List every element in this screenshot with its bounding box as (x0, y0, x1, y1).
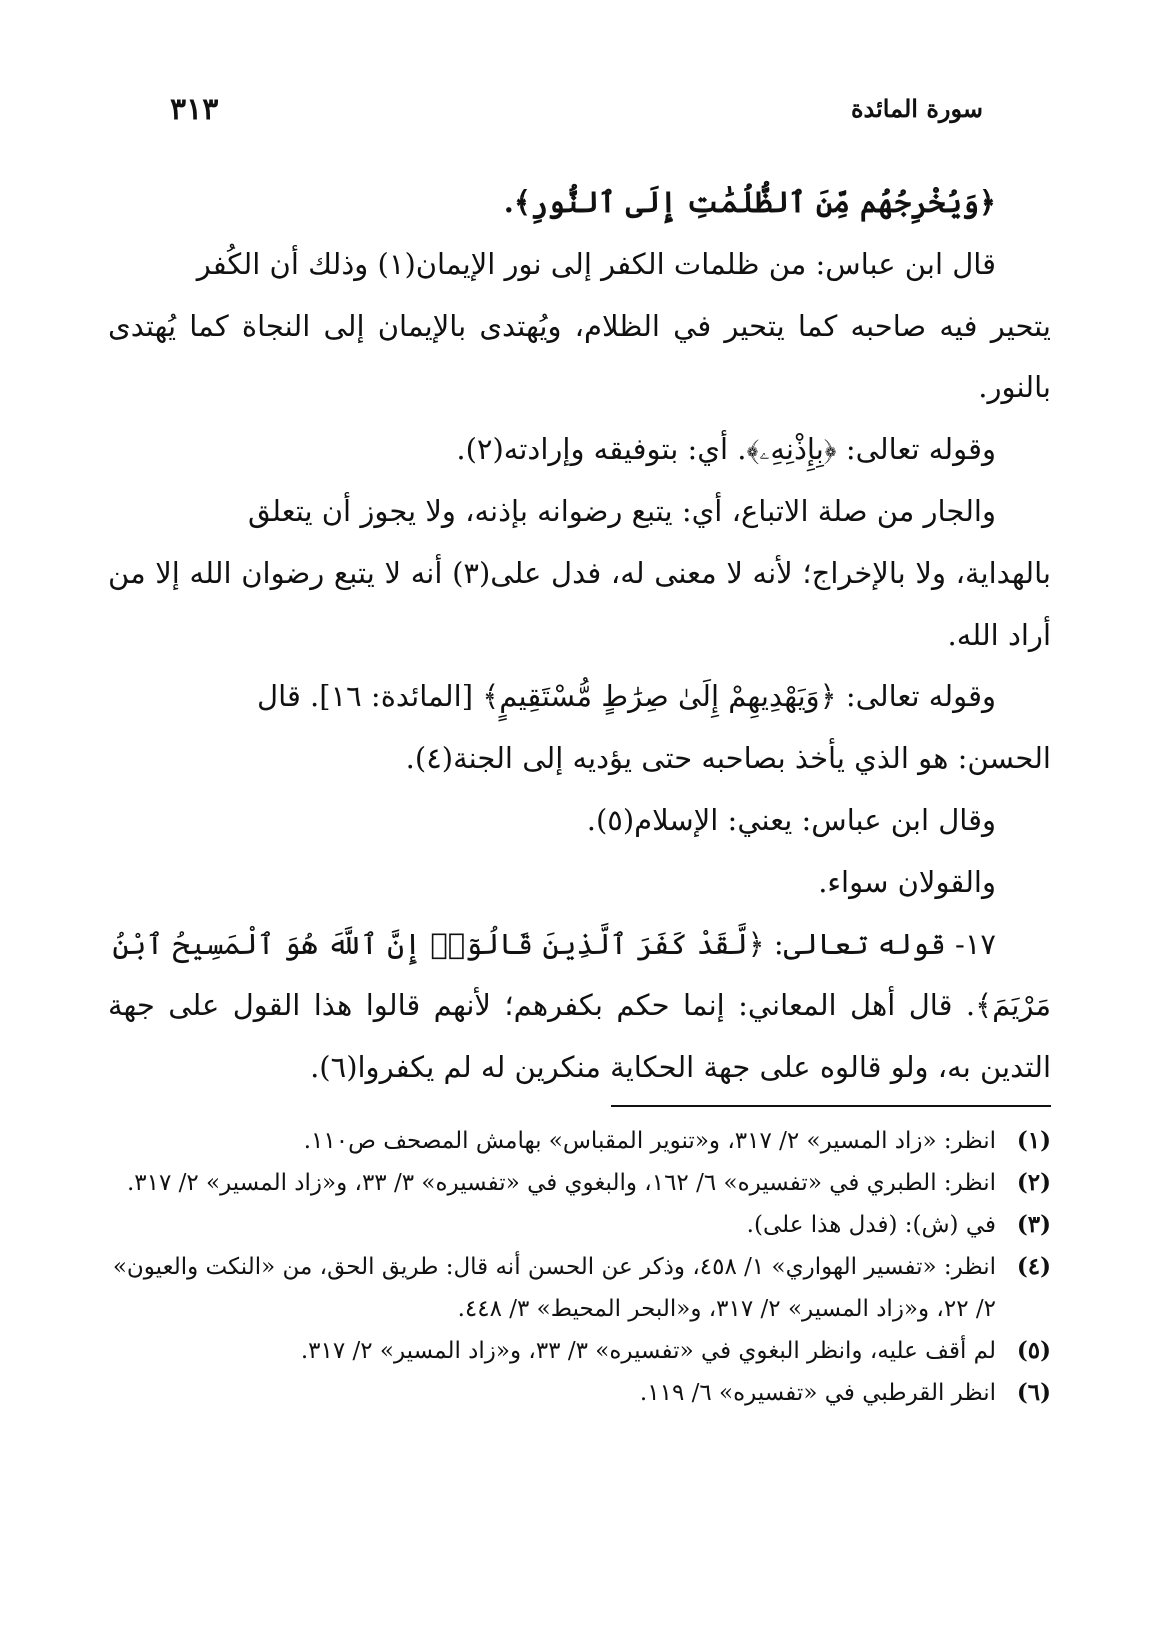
footnote (108, 1162, 1051, 1204)
main-text (108, 172, 1051, 1099)
footnote-number: (٤) (1016, 1253, 1051, 1280)
footnote (108, 1246, 1051, 1330)
footnote (108, 1120, 1051, 1162)
footnote-text: في (ش): (فدل هذا على). (746, 1212, 996, 1238)
footnote-number: (١) (1016, 1127, 1051, 1154)
footnote-divider (611, 1105, 1051, 1107)
footnote-number: (٣) (1016, 1211, 1051, 1238)
footnote-number: (٦) (1016, 1379, 1051, 1406)
footnote (108, 1372, 1051, 1414)
paragraph: الحسن: هو الذي يأخذ بصاحبه حتى يؤديه إلى الجنة(٤). (405, 741, 1051, 776)
paragraph: بالهداية، ولا بالإخراج؛ لأنه لا معنى له، فدل على(٣) أنه لا يتبع رضوان الله إلا من أراد الله. (108, 555, 1051, 652)
paragraph: وقوله تعالى: ﴿بِإِذْنِهِۦ﴾. أي: بتوفيقه وإرادته(٢). (456, 432, 996, 467)
footnote-text: انظر: الطبري في «تفسيره» ٦/ ١٦٢، والبغوي في «تفسيره» ٣/ ٣٣، و«زاد المسير» ٢/ ٣١٧. (126, 1170, 996, 1196)
paragraph: يتحير فيه صاحبه كما يتحير في الظلام، ويُهتدى بالإيمان إلى النجاة كما يُهتدى بالنور. (108, 308, 1051, 405)
paragraph: مَرْيَمَ﴾. قال أهل المعاني: إنما حكم بكفرهم؛ لأنهم قالوا هذا القول على جهة التدين به، ولو قالوه على جهة الحكاية منكرين له لم يكفروا(٦). (108, 988, 1051, 1085)
paragraph: ١٧- قوله تعالى: ﴿لَّقَدْ كَفَرَ ٱلَّذِينَ قَالُوٓا۟ إِنَّ ٱللَّهَ هُوَ ٱلْمَسِيحُ ٱبْنُ (112, 926, 996, 961)
paragraph: والجار من صلة الاتباع، أي: يتبع رضوانه بإذنه، ولا يجوز أن يتعلق (247, 493, 996, 528)
paragraph: والقولان سواء. (818, 864, 996, 899)
footnote-text: انظر: «تفسير الهواري» ١/ ٤٥٨، وذكر عن الحسن أنه قال: طريق الحق، من «النكت والعيون» ٢/ ٢٢، و«زاد المسير» ٢/ ٣١٧، و«البحر المحيط» ٣/ ٤٤٨. (112, 1254, 996, 1322)
footnotes-list (108, 1120, 1051, 1414)
paragraph: وقال ابن عباس: يعني: الإسلام(٥). (586, 802, 996, 837)
running-title: سورة المائدة (850, 94, 983, 123)
verse-line: ﴿وَيُخْرِجُهُم مِّنَ ٱلظُّلُمَٰتِ إِلَى ٱلنُّورِ﴾. (503, 185, 996, 219)
footnote-number: (٢) (1016, 1169, 1051, 1196)
paragraph: وقوله تعالى: ﴿وَيَهْدِيهِمْ إِلَىٰ صِرَٰطٍ مُّسْتَقِيمٍ﴾ [المائدة: ١٦]. قال (257, 679, 996, 714)
page-header (170, 92, 983, 132)
footnote (108, 1330, 1051, 1372)
footnote-text: انظر القرطبي في «تفسيره» ٦/ ١١٩. (639, 1380, 996, 1406)
footnote-number: (٥) (1016, 1337, 1051, 1364)
footnote-text: انظر: «زاد المسير» ٢/ ٣١٧، و«تنوير المقباس» بهامش المصحف ص١١٠. (303, 1128, 996, 1154)
footnote (108, 1204, 1051, 1246)
paragraph: قال ابن عباس: من ظلمات الكفر إلى نور الإيمان(١) وذلك أن الكُفر (196, 246, 996, 281)
page-number: ٣١٣ (170, 92, 219, 127)
footnote-text: لم أقف عليه، وانظر البغوي في «تفسيره» ٣/ ٣٣، و«زاد المسير» ٢/ ٣١٧. (300, 1338, 996, 1364)
